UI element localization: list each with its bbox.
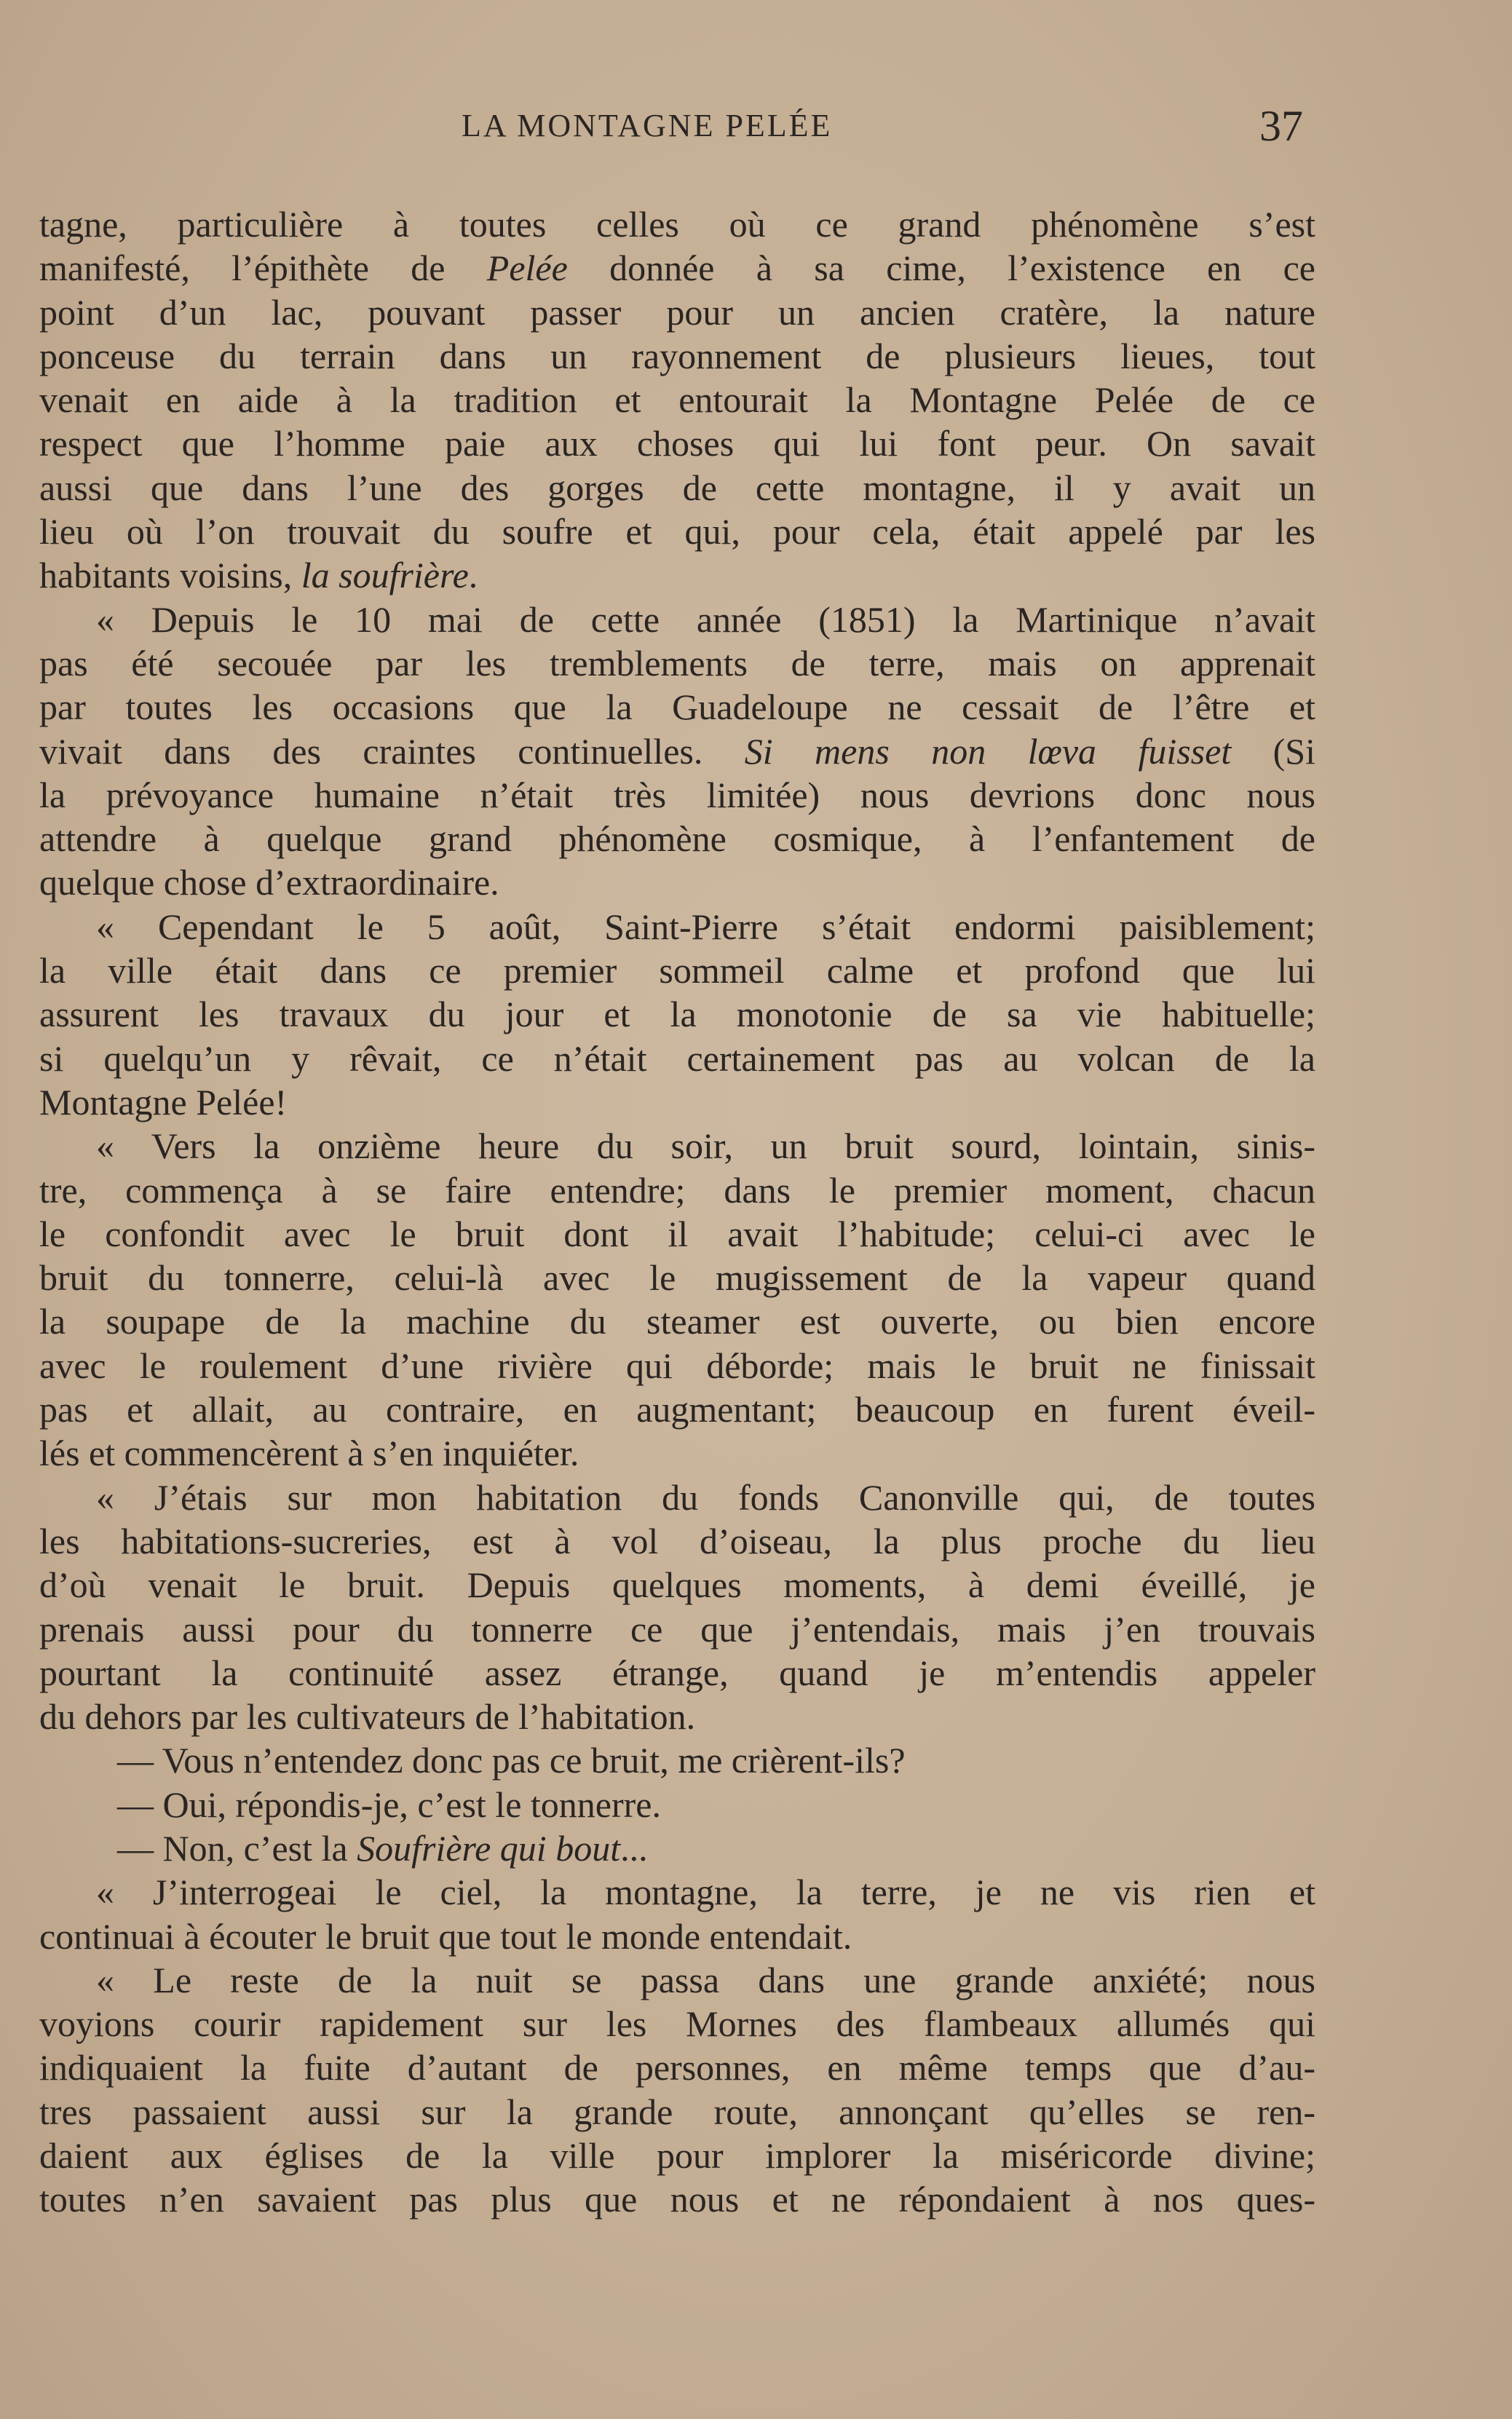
text-line: le confondit avec le bruit dont il avait l’habitude; celui-ci avec le xyxy=(39,1213,1315,1254)
text-line: continuai à écouter le bruit que tout le monde entendait. xyxy=(39,1915,852,1957)
text-line: assurent les travaux du jour et la monotonie de sa vie habituelle; xyxy=(39,994,1315,1035)
text-line xyxy=(39,553,1315,597)
text-line: quelque chose d’extraordinaire. xyxy=(39,862,499,903)
text-line: Montagne Pelée! xyxy=(39,1081,288,1123)
text-line: attendre à quelque grand phénomène cosmique, à l’enfantement de xyxy=(39,818,1315,860)
text-line: par toutes les occasions que la Guadeloupe ne cessait de l’être et xyxy=(39,686,1315,728)
text-line: aussi que dans l’une des gorges de cette montagne, il y avait un xyxy=(39,467,1315,508)
text-line: la prévoyance humaine n’était très limitée) nous devrions donc nous xyxy=(39,774,1315,815)
text-line: point d’un lac, pouvant passer pour un ancien cratère, la nature xyxy=(39,291,1315,333)
text-line: lés et commencèrent à s’en inquiéter. xyxy=(39,1433,579,1474)
italic-term: la soufrière xyxy=(301,555,469,596)
text-line: « Cependant le 5 août, Saint-Pierre s’était endormi paisiblement; xyxy=(96,906,1315,947)
text-line: pas et allait, au contraire, en augmentant; beaucoup en furent éveil- xyxy=(39,1389,1315,1430)
text-line: « Vers la onzième heure du soir, un bruit sourd, lointain, sinis- xyxy=(96,1125,1315,1167)
text-line: daient aux églises de la ville pour implorer la miséricorde divine; xyxy=(39,2135,1315,2177)
italic-latin-quote: Si mens non lœva fuisset xyxy=(744,730,1232,772)
text-line: lieu où l’on trouvait du soufre et qui, pour cela, était appelé par les xyxy=(39,511,1315,553)
text-line: « J’étais sur mon habitation du fonds Canonville qui, de toutes xyxy=(96,1476,1315,1518)
italic-term: Pelée xyxy=(486,248,568,289)
dialogue-line: — Vous n’entendez donc pas ce bruit, me crièrent-ils? xyxy=(117,1740,906,1781)
text-segment: manifesté, l’épithète de xyxy=(39,248,487,289)
italic-term: Soufrière qui bout xyxy=(357,1827,621,1869)
dialogue-line xyxy=(39,1826,1315,1870)
page-number: 37 xyxy=(1259,102,1303,150)
text-segment: — Non, c’est la xyxy=(117,1827,357,1869)
text-line: voyions courir rapidement sur les Mornes des flambeaux allumés qui xyxy=(39,2003,1315,2045)
body-text xyxy=(39,202,1315,2222)
text-line: ponceuse du terrain dans un rayonnement de plusieurs lieues, tout xyxy=(39,335,1315,376)
text-line: pas été secouée par les tremblements de terre, mais on apprenait xyxy=(39,642,1315,684)
text-segment: (Si xyxy=(1231,730,1315,772)
running-title: LA MONTAGNE PELÉE xyxy=(462,108,833,143)
text-segment: ... xyxy=(620,1827,648,1869)
text-line xyxy=(39,729,1315,773)
text-line: prenais aussi pour du tonnerre ce que j’entendais, mais j’en trouvais xyxy=(39,1608,1315,1650)
text-line: tre, commença à se faire entendre; dans le premier moment, chacun xyxy=(39,1169,1315,1211)
text-line: « Depuis le 10 mai de cette année (1851) la Martinique n’avait xyxy=(96,598,1315,640)
text-line: avec le roulement d’une rivière qui déborde; mais le bruit ne finissait xyxy=(39,1345,1315,1386)
text-line: pourtant la continuité assez étrange, quand je m’entendis appeler xyxy=(39,1652,1315,1693)
text-line xyxy=(39,246,1315,290)
text-line: tres passaient aussi sur la grande route, annonçant qu’elles se ren- xyxy=(39,2091,1315,2132)
text-line: indiquaient la fuite d’autant de personnes, en même temps que d’au- xyxy=(39,2047,1315,2089)
text-line: « J’interrogeai le ciel, la montagne, la terre, je ne vis rien et xyxy=(96,1872,1315,1913)
text-segment: donnée à sa cime, l’existence en ce xyxy=(567,248,1315,289)
dialogue-line: — Oui, répondis-je, c’est le tonnerre. xyxy=(117,1783,661,1825)
text-line: les habitations-sucreries, est à vol d’oiseau, la plus proche du lieu xyxy=(39,1520,1315,1561)
text-line: la soupape de la machine du steamer est ouverte, ou bien encore xyxy=(39,1301,1315,1342)
text-line: bruit du tonnerre, celui-là avec le mugissement de la vapeur quand xyxy=(39,1257,1315,1299)
text-segment: habitants voisins, xyxy=(39,555,301,596)
text-line: venait en aide à la tradition et entourait la Montagne Pelée de ce xyxy=(39,379,1315,421)
text-line: toutes n’en savaient pas plus que nous et ne répondaient à nos ques- xyxy=(39,2179,1315,2220)
text-line: la ville était dans ce premier sommeil calme et profond que lui xyxy=(39,950,1315,991)
text-line: « Le reste de la nuit se passa dans une grande anxiété; nous xyxy=(96,1959,1315,2000)
text-line: d’où venait le bruit. Depuis quelques moments, à demi éveillé, je xyxy=(39,1564,1315,1606)
running-head xyxy=(0,100,1512,151)
text-line: tagne, particulière à toutes celles où ce grand phénomène s’est xyxy=(39,204,1315,245)
text-segment: . xyxy=(468,555,478,596)
text-line: respect que l’homme paie aux choses qui lui font peur. On savait xyxy=(39,423,1315,464)
text-line: du dehors par les cultivateurs de l’habitation. xyxy=(39,1696,696,1738)
text-segment: vivait dans des craintes continuelles. xyxy=(39,730,745,772)
text-line: si quelqu’un y rêvait, ce n’était certainement pas au volcan de la xyxy=(39,1037,1315,1079)
